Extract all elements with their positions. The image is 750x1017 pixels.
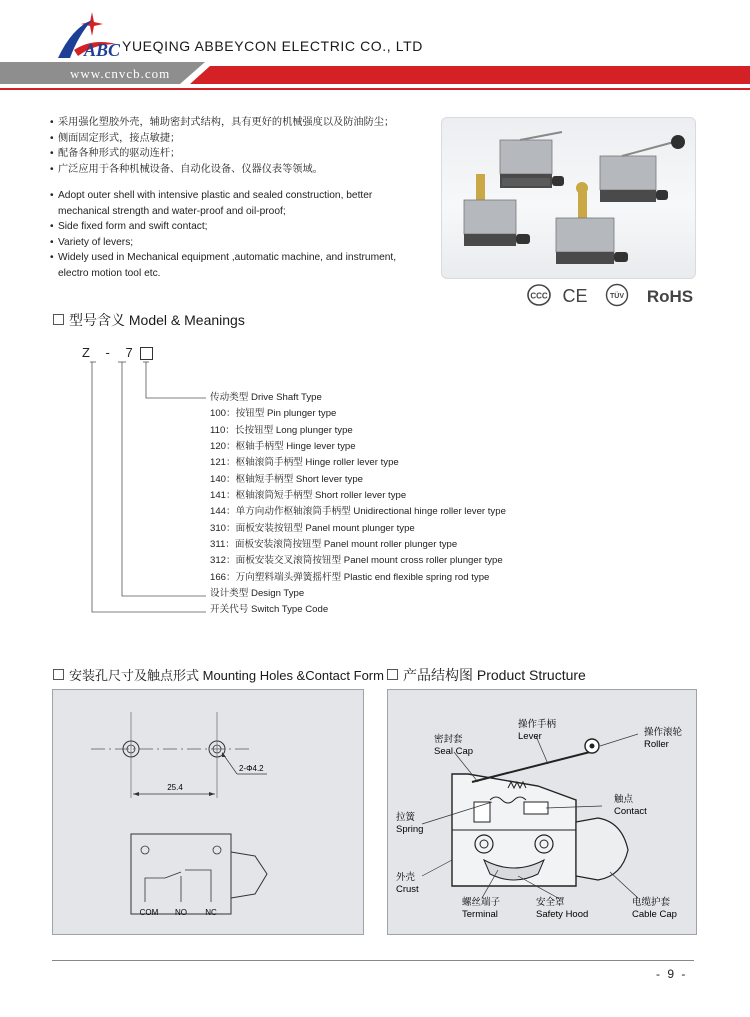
callout-roller-zh: 操作滚轮 (644, 727, 683, 738)
checkbox-square-icon (53, 669, 64, 680)
svg-text:外壳Crust (396, 871, 419, 895)
feature-en: • Side fixed form and swift contact; (50, 219, 396, 235)
callout-seal-cap-zh: 密封套 (434, 734, 463, 745)
mounting-section-title: 安装孔尺寸及触点形式 Mounting Holes &Contact Form (53, 665, 384, 684)
model-meaning-list (210, 390, 506, 619)
switch-roller-lever-image (600, 135, 685, 202)
checkbox-square-icon (387, 669, 398, 680)
callout-safety-hood-zh: 安全罩 (536, 897, 565, 908)
model-suffix-box (140, 347, 153, 360)
terminal-no-label: NO (175, 908, 187, 917)
model-leader-lines (80, 360, 220, 620)
features-english (50, 188, 396, 281)
model-code: Z - 7 (82, 345, 139, 360)
feature-zh: • 配备各种形式的驱动连杆； (50, 146, 394, 162)
callout-crust-en: Crust (396, 884, 419, 895)
rohs-mark-icon: RoHS (646, 287, 694, 306)
drive-shaft-type-label: 传动类型 Drive Shaft Type (210, 392, 322, 403)
svg-text:拉簧Spring (396, 811, 423, 835)
feature-zh: • 侧面固定形式，接点敏捷； (50, 131, 394, 147)
structure-drawing (388, 690, 696, 934)
model-type-item: 166：万向塑料端头弹簧摇杆型 Plastic end flexible spring rod type (210, 571, 490, 583)
switch-type-code-label: 开关代号 Switch Type Code (210, 604, 329, 616)
structure-section-title: 产品结构图 Product Structure (387, 665, 586, 685)
company-logo (54, 10, 120, 62)
model-type-item: 120：枢轴手柄型 Hinge lever type (210, 441, 356, 453)
model-type-item: 121：枢轴滚筒手柄型 Hinge roller lever type (210, 457, 399, 469)
callout-lever-en: Lever (518, 731, 542, 742)
company-name: YUEQING ABBEYCON ELECTRIC CO., LTD (122, 38, 423, 54)
callout-cable-cap-en: Cable Cap (632, 909, 677, 920)
callout-cable-cap-zh: 电缆护套 (632, 897, 671, 908)
svg-text:TÜV: TÜV (610, 293, 624, 300)
structure-drawing-panel (387, 689, 697, 935)
tuv-mark-icon (607, 285, 628, 306)
feature-en: • Variety of levers; (50, 235, 396, 251)
footer-rule (52, 960, 694, 961)
mounting-drawing-panel (52, 689, 364, 935)
hole-spacing-dimension: 25.4 (167, 783, 183, 792)
callout-roller-en: Roller (644, 739, 669, 750)
ce-mark-icon: CE (562, 286, 588, 306)
terminal-nc-label: NC (205, 908, 217, 917)
model-type-item: 141：枢轴滚筒短手柄型 Short roller lever type (210, 490, 407, 502)
page-number: - 9 - (656, 967, 688, 981)
callout-safety-hood-en: Safety Hood (536, 909, 589, 920)
callout-contact-zh: 触点 (614, 794, 634, 805)
feature-zh: • 采用强化塑胶外壳，辅助密封式结构，具有更好的机械强度以及防油防尘； (50, 115, 394, 131)
terminal-com-label: COM (139, 908, 159, 917)
model-type-item: 140：枢轴短手柄型 Short lever type (210, 473, 364, 485)
svg-text:密封套Seal Cap (434, 733, 473, 757)
callout-seal-cap-en: Seal Cap (434, 746, 474, 757)
model-section-title: 型号含义 Model & Meanings (53, 310, 245, 330)
logo-text: ABC (84, 40, 120, 60)
feature-en: • Adopt outer shell with intensive plastic and sealed construction, better mechanical strength and water-proof and oil-proof; (50, 188, 396, 219)
switch-lever-image (500, 132, 564, 188)
model-type-item: 311：面板安装滚筒按钮型 Panel mount roller plunger type (210, 539, 458, 551)
callout-spring-en: Spring (396, 824, 424, 835)
svg-text:触点Contact (614, 793, 647, 817)
feature-zh: • 广泛应用于各种机械设备、自动化设备、仪器仪表等领域。 (50, 162, 394, 178)
features-chinese (50, 115, 394, 177)
svg-text:操作滚轮Roller (644, 726, 683, 750)
svg-text:安全罩Safety Hood (536, 896, 588, 920)
callout-lever-zh: 操作手柄 (518, 719, 557, 730)
callout-terminal-zh: 螺丝端子 (462, 897, 501, 908)
model-type-item: 144：单方向动作枢轴滚筒手柄型 Unidirectional hinge roller lever type (210, 506, 506, 518)
svg-text:CCC: CCC (530, 291, 548, 301)
hole-spec-label: 2-Φ4.2 (239, 764, 264, 773)
feature-en: • Widely used in Mechanical equipment ,automatic machine, and instrument, electro motion tool etc. (50, 250, 396, 281)
callout-spring-zh: 拉簧 (396, 812, 416, 823)
callout-crust-zh: 外壳 (396, 872, 416, 883)
ccc-mark-icon (528, 285, 550, 305)
design-type-label: 设计类型 Design Type (210, 588, 305, 600)
mounting-drawing (53, 690, 363, 934)
model-type-item: 110：长按钮型 Long plunger type (210, 424, 353, 436)
model-type-item: 100：按钮型 Pin plunger type (210, 408, 337, 420)
checkbox-square-icon (53, 314, 64, 325)
callout-contact-en: Contact (614, 806, 647, 817)
model-type-item: 310：面板安装按钮型 Panel mount plunger type (210, 522, 415, 534)
svg-text:操作手柄Lever (518, 718, 557, 742)
svg-text:电缆护套Cable Cap (632, 896, 677, 920)
product-photo (441, 117, 696, 279)
svg-text:螺丝端子Terminal (462, 896, 501, 920)
model-type-item: 312：面板安装交叉滚筒按钮型 Panel mount cross roller plunger type (210, 555, 503, 567)
certification-logos (527, 283, 697, 307)
website-url: www.cnvcb.com (70, 66, 171, 81)
callout-terminal-en: Terminal (462, 909, 498, 920)
